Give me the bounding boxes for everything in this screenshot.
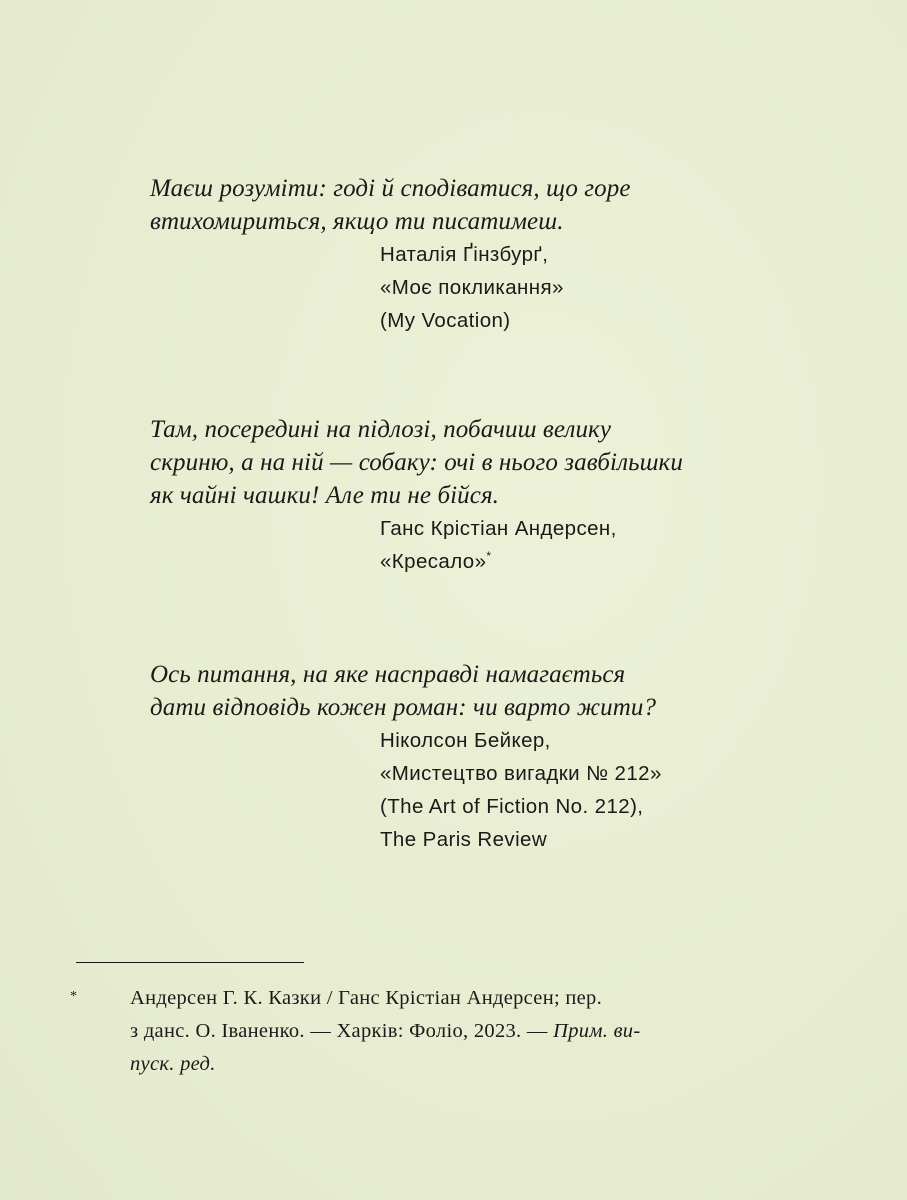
attribution-line: Ніколсон Бейкер, <box>380 729 551 752</box>
quote-line: скриню, а на ній — собаку: очі в нього завбільшки <box>150 449 683 476</box>
epigraph-andersen <box>150 413 790 578</box>
attribution-line: (The Art of Fiction No. 212), <box>380 795 644 818</box>
epigraph-attribution <box>380 724 790 856</box>
epigraph-quote <box>150 172 790 238</box>
attribution-line: (My Vocation) <box>380 309 511 332</box>
footnote-editor-note: Прим. ви- <box>553 1020 641 1042</box>
footnote-citation: з данс. О. Іваненко. — Харків: Фоліо, 2023. — <box>130 1020 554 1042</box>
footnote-line: пуск. ред. <box>130 1053 216 1075</box>
footnote-reference[interactable]: * <box>486 549 492 564</box>
attribution-line: The Paris Review <box>380 828 548 851</box>
attribution-line: «Мистецтво вигадки № 212» <box>380 762 662 785</box>
epigraph-attribution <box>380 238 790 337</box>
epigraph-quote <box>150 413 790 512</box>
attribution-line: Наталія Ґінзбурґ, <box>380 243 549 266</box>
attribution-line: Ганс Крістіан Андерсен, <box>380 517 617 540</box>
attribution-line: «Моє покликання» <box>380 276 564 299</box>
footnote-line <box>130 1015 770 1048</box>
quote-line: дати відповідь кожен роман: чи варто жити? <box>150 694 657 721</box>
footnote-marker: * <box>70 989 78 1004</box>
quote-line: Там, посередині на підлозі, побачиш велику <box>150 416 612 443</box>
footnote-divider <box>76 962 304 963</box>
quote-line: як чайні чашки! Але ти не бійся. <box>150 482 500 509</box>
epigraph-attribution <box>380 512 790 578</box>
attribution-title: «Кресало» <box>380 550 487 573</box>
epigraph-quote <box>150 658 790 724</box>
quote-line: втихомириться, якщо ти писатимеш. <box>150 208 564 235</box>
footnote <box>70 982 770 1081</box>
attribution-line <box>380 545 790 578</box>
footnote-line: Андерсен Г. К. Казки / Ганс Крістіан Андерсен; пер. <box>130 987 603 1009</box>
quote-line: Маєш розуміти: годі й сподіватися, що горе <box>150 175 631 202</box>
epigraph-ginzburg <box>150 172 790 337</box>
quote-line: Ось питання, на яке насправді намагається <box>150 661 626 688</box>
footnote-text <box>130 982 770 1081</box>
epigraph-baker <box>150 658 790 856</box>
